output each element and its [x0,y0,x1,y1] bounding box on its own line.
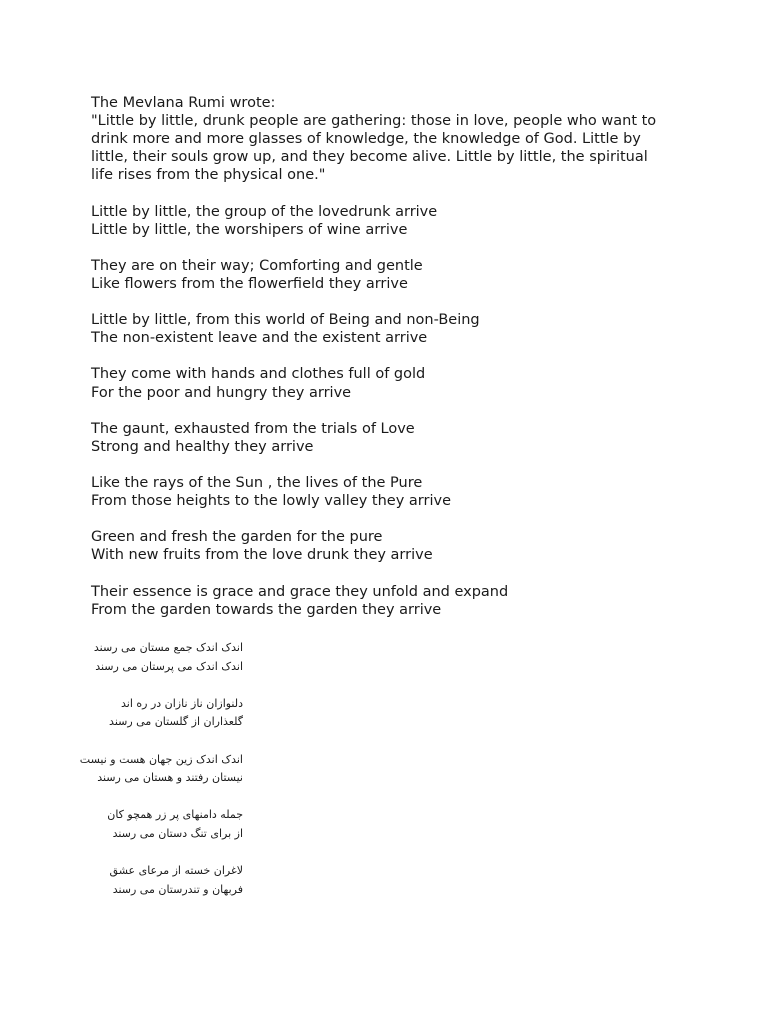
verse-line: Green and fresh the garden for the pure [91,529,383,546]
persian-verse-line: فربهان و تندرستان می رسند [112,882,243,896]
quote-line: "Little by little, drunk people are gathering: those in love, people who want to [91,113,657,130]
quote-line: little, their souls grow up, and they become alive. Little by little, the spiritual [91,149,648,166]
persian-verse-line: از برای تنگ دستان می رسند [112,826,243,840]
verse-line: For the poor and hungry they arrive [91,384,352,401]
verse-line: The gaunt, exhausted from the trials of Love [91,420,415,437]
verse-line: Little by little, from this world of Being and non-Being [91,312,480,329]
verse-line: From those heights to the lowly valley they arrive [91,493,452,510]
persian-verse-line: اندک اندک زین جهان هست و نیست [79,752,243,766]
verse-line: Like flowers from the flowerfield they arrive [91,275,408,292]
persian-verse-line: جمله دامنهای پر زر همچو کان [107,808,243,822]
verse-line: Strong and healthy they arrive [91,438,314,455]
verse-line: Like the rays of the Sun , the lives of the Pure [91,474,423,491]
persian-verse-line: نیستان رفتند و هستان می رسند [97,771,243,785]
verse-line: Little by little, the worshipers of wine arrive [91,221,408,238]
verse-line: Their essence is grace and grace they unfold and expand [91,583,509,600]
verse-line: They are on their way; Comforting and gentle [91,257,423,274]
persian-verse-line: گلعذاران از گلستان می رسند [109,715,243,729]
persian-verse-line: اندک اندک می پرستان می رسند [95,659,243,673]
persian-verse-line: لاغران خسته از مرعای عشق [109,864,243,878]
intro-heading: The Mevlana Rumi wrote: [91,95,276,111]
quote-line: drink more and more glasses of knowledge, the knowledge of God. Little by [91,131,641,148]
verse-line: Little by little, the group of the lovedrunk arrive [91,203,438,220]
verse-line: The non-existent leave and the existent arrive [91,330,428,347]
persian-verse-line: دلنوازان ناز نازان در ره اند [121,696,243,710]
english-text [91,94,701,619]
verse-line: From the garden towards the garden they arrive [91,601,442,618]
verse-line: With new fruits from the love drunk they arrive [91,547,433,564]
persian-text [79,639,271,899]
persian-verse-line: اندک اندک جمع مستان می رسند [93,641,243,654]
quote-line: life rises from the physical one." [91,167,326,184]
verse-line: They come with hands and clothes full of gold [91,366,426,383]
